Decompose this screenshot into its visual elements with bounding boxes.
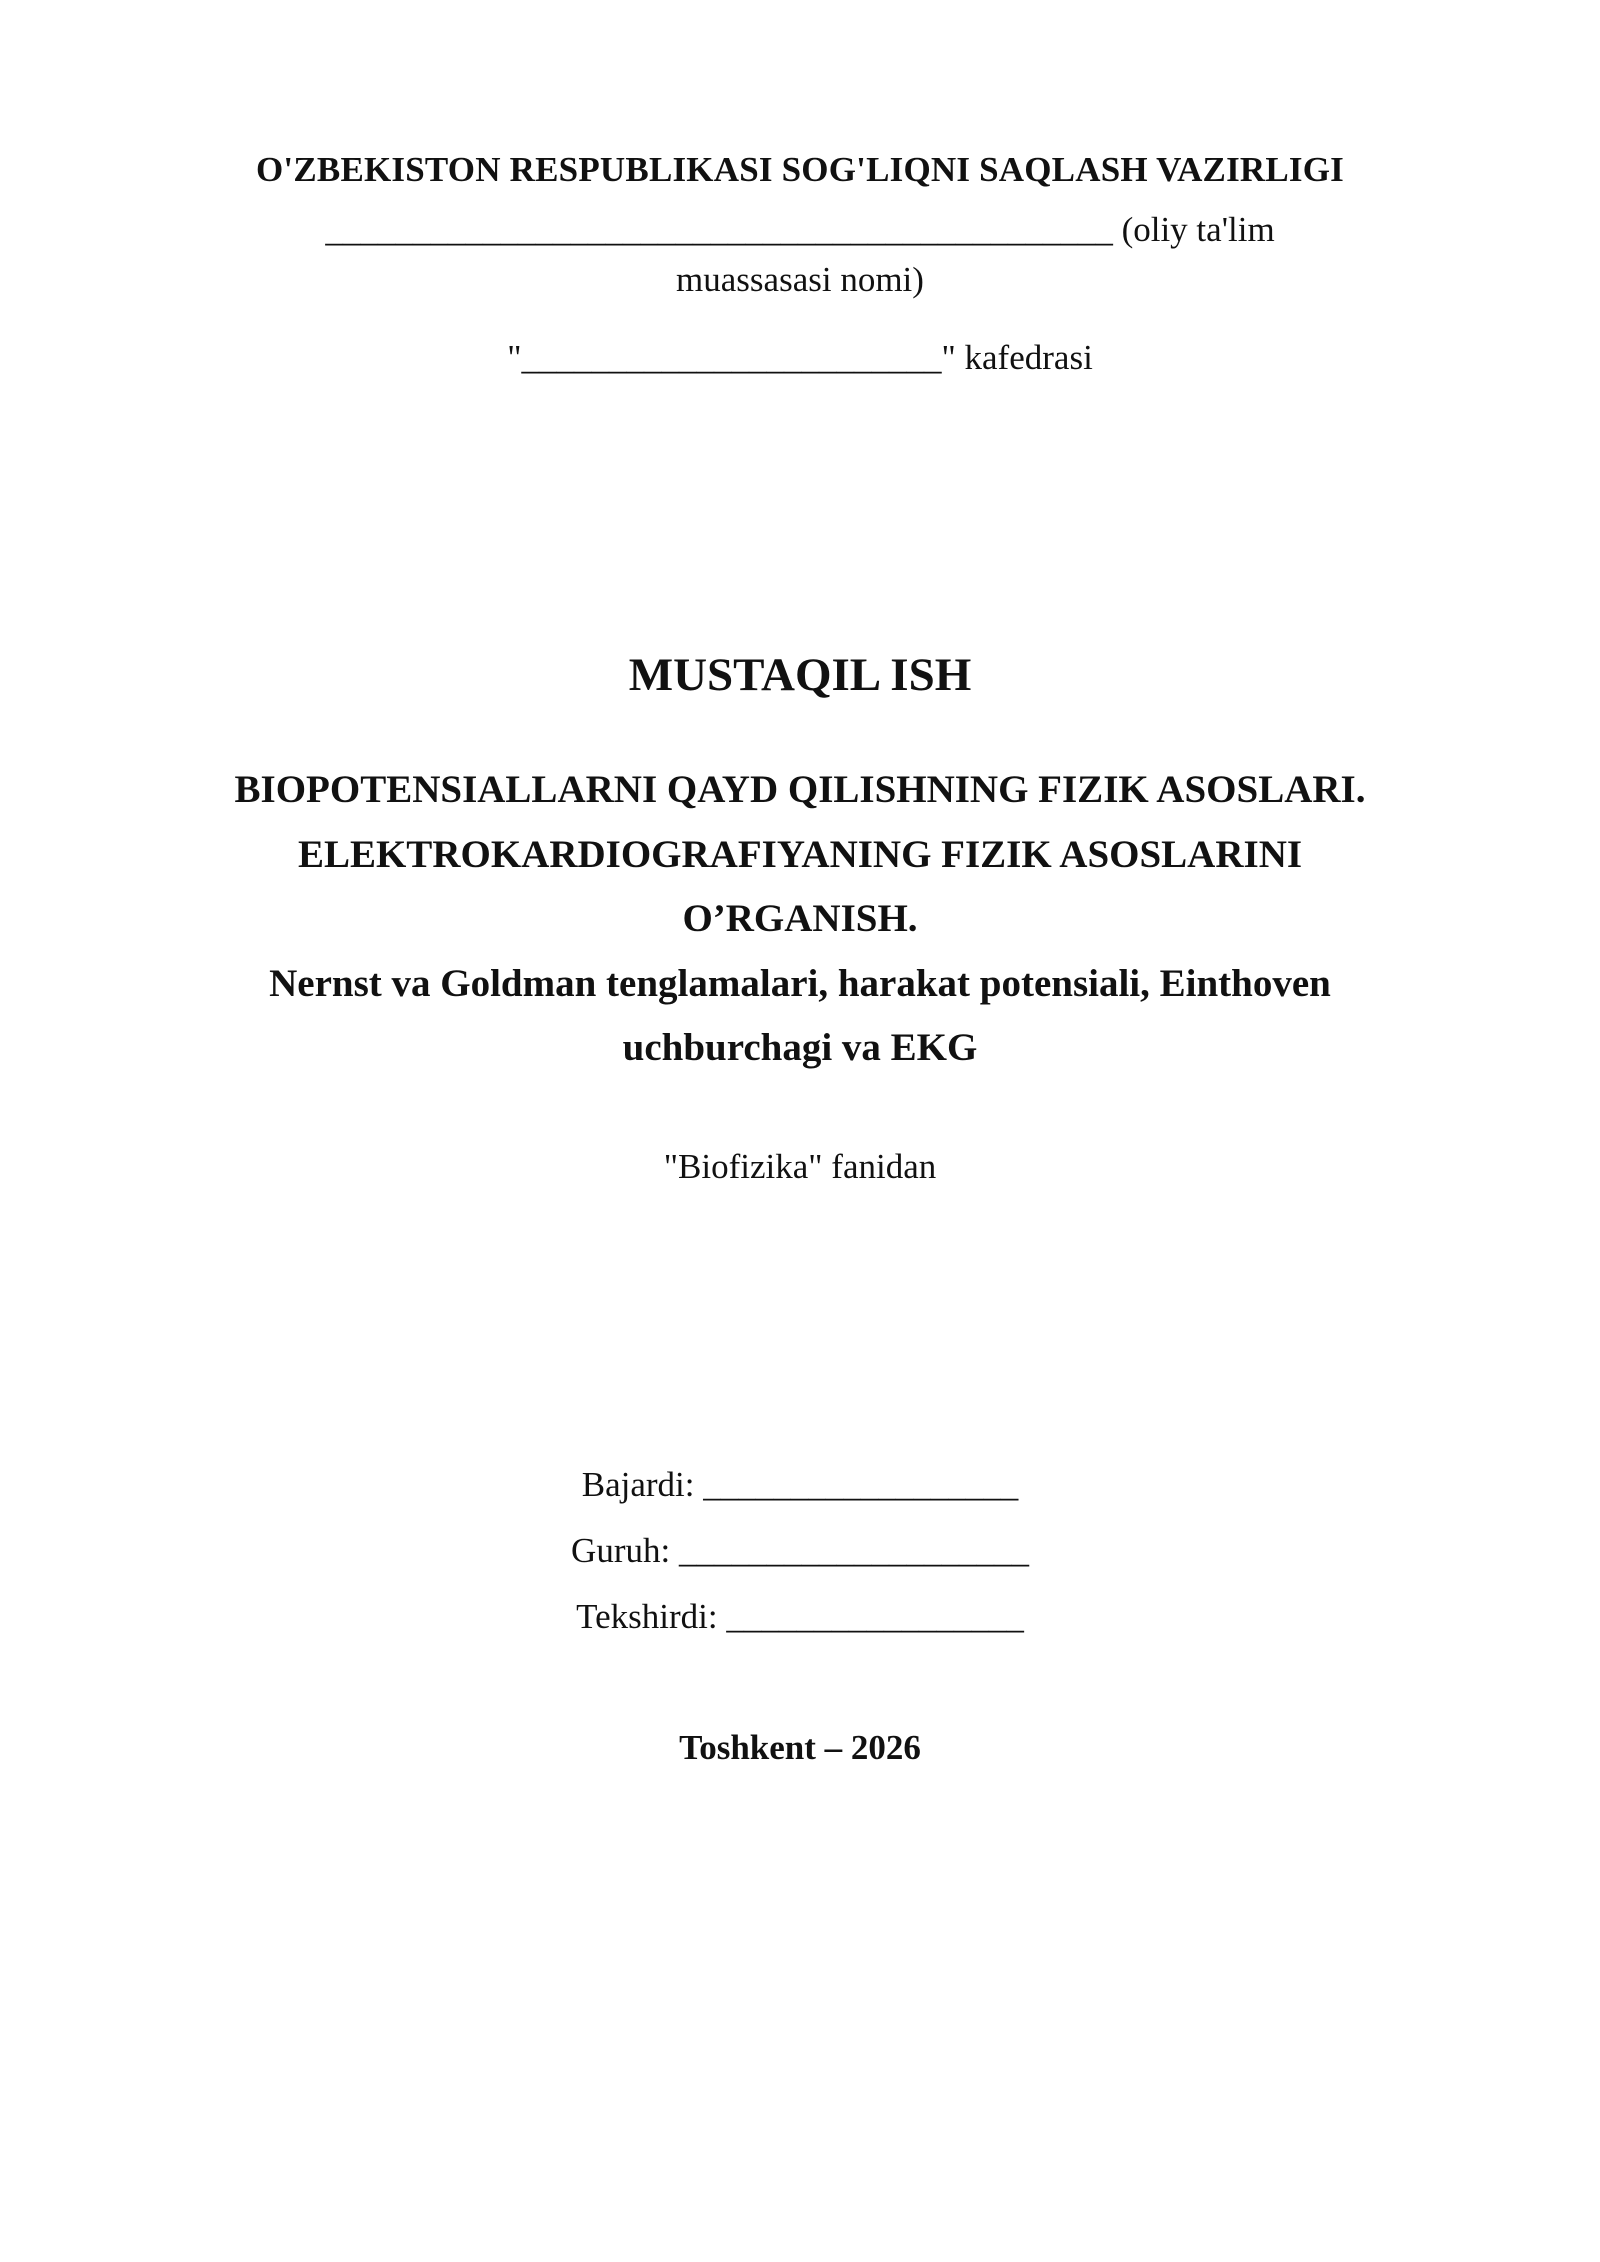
institution-name-line: _____________________________________________ (oliy ta'lim — [325, 210, 1275, 249]
checked-by-line: Tekshirdi: _________________ — [576, 1597, 1024, 1636]
institution-name-caption: muassasasi nomi) — [676, 260, 924, 299]
ministry-heading: O'ZBEKISTON RESPUBLIKASI SOG'LIQNI SAQLASH VAZIRLIGI — [256, 150, 1344, 189]
topic-line: O’RGANISH. — [682, 897, 918, 940]
topic-line: Nernst va Goldman tenglamalari, harakat potensiali, Einthoven — [269, 961, 1331, 1005]
topic-line: BIOPOTENSIALLARNI QAYD QILISHNING FIZIK ASOSLARI. — [234, 768, 1366, 811]
department-line: "________________________" kafedrasi — [507, 338, 1093, 377]
topic-title — [0, 758, 1600, 1081]
performed-by-line: Bajardi: __________________ — [581, 1465, 1019, 1504]
city-year: Toshkent – 2026 — [679, 1728, 921, 1767]
signature-block — [0, 1452, 1600, 1650]
topic-line: ELEKTROKARDIOGRAFIYANING FIZIK ASOSLARINI — [297, 832, 1303, 876]
document-type-heading: MUSTAQIL ISH — [628, 649, 972, 701]
subject-line: "Biofizika" fanidan — [663, 1147, 937, 1186]
group-line: Guruh: ____________________ — [571, 1531, 1029, 1570]
topic-line: uchburchagi va EKG — [622, 1026, 978, 1069]
